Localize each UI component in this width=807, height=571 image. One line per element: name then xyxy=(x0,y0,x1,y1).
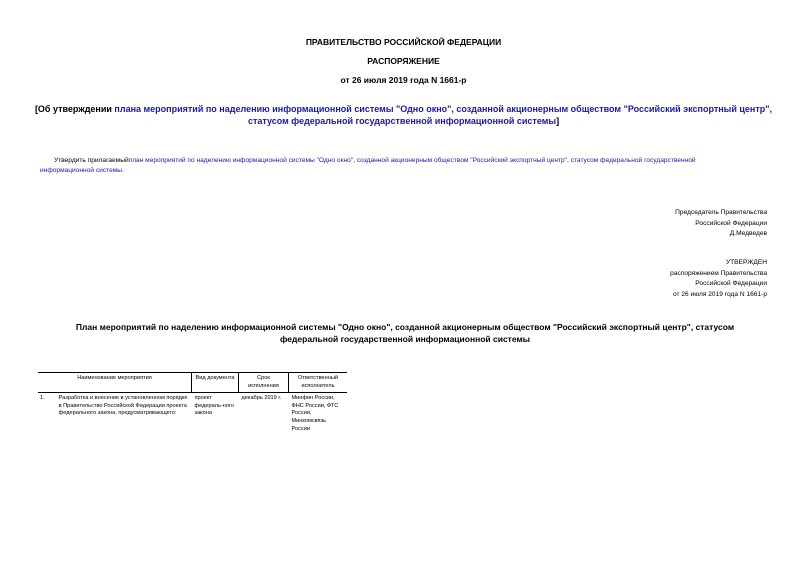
subject-close: ] xyxy=(556,116,560,126)
row-responsible: Минфин России, ФНС России, ФТС России, Минкомсвязь России xyxy=(291,395,339,432)
subject-link[interactable]: плана мероприятий по наделению информационной системы "Одно окно", созданной акционерным обществом "Российский экспортный центр", xyxy=(114,104,773,114)
body-paragraph xyxy=(40,156,770,175)
document-date-number: от 26 июля 2019 года N 1661-р xyxy=(340,75,467,85)
signature-line-1: Председатель Правительства xyxy=(675,209,767,216)
plan-link[interactable]: план мероприятий по наделению информационной системы "Одно окно", созданной акционерным обществом "Российский экспортный центр", статусом федеральной государственной xyxy=(128,157,696,164)
plan-table xyxy=(38,372,347,435)
government-heading: ПРАВИТЕЛЬСТВО РОССИЙСКОЙ ФЕДЕРАЦИИ xyxy=(305,37,502,47)
subject-title xyxy=(0,103,807,127)
approval-line-1: УТВЕРЖДЕН xyxy=(725,259,767,266)
row-doc-type: проект федераль-ного закона xyxy=(194,395,234,417)
approval-line-3: Российской Федерации xyxy=(695,280,767,287)
signature-line-3: Д.Медведев xyxy=(729,230,767,237)
row-name: Разработка и внесение в установленном порядке в Правительство Российской Федерации проекта федерального закона, предусматривающего: xyxy=(58,395,188,417)
signature-block xyxy=(675,208,767,240)
plan-title-line-1: План мероприятий по наделению информационной системы "Одно окно", созданной акционерным обществом "Российский экспортный центр", статусом xyxy=(75,322,735,332)
header-name: Наименование мероприятия xyxy=(38,373,192,393)
approval-line-4: от 26 июля 2019 года N 1661-р xyxy=(672,290,767,298)
approval-block xyxy=(670,258,767,300)
row-term: декабрь 2019 г. xyxy=(241,395,282,402)
header-doc-type: Вид документа xyxy=(192,373,239,393)
row-number: 1. xyxy=(40,395,45,402)
table-header-row xyxy=(38,373,347,393)
subject-link-line2[interactable]: статусом федеральной государственной информационной системы xyxy=(247,116,557,126)
table-row xyxy=(38,393,347,435)
subject-open: [Об утверждении xyxy=(34,104,115,114)
plan-link-line2[interactable]: информационной системы. xyxy=(40,166,124,174)
plan-title xyxy=(40,321,770,345)
document-type-heading: РАСПОРЯЖЕНИЕ xyxy=(367,56,440,66)
approval-line-2: распоряжением Правительства xyxy=(670,269,767,277)
signature-line-2: Российской Федерации xyxy=(695,219,767,227)
header-term: Срок исполнения xyxy=(239,373,289,393)
body-prefix: Утвердить прилагаемый xyxy=(54,157,129,164)
header-responsible: Ответственный исполнитель xyxy=(289,373,348,393)
plan-title-line-2: федеральной государственной информационной системы xyxy=(279,334,531,344)
